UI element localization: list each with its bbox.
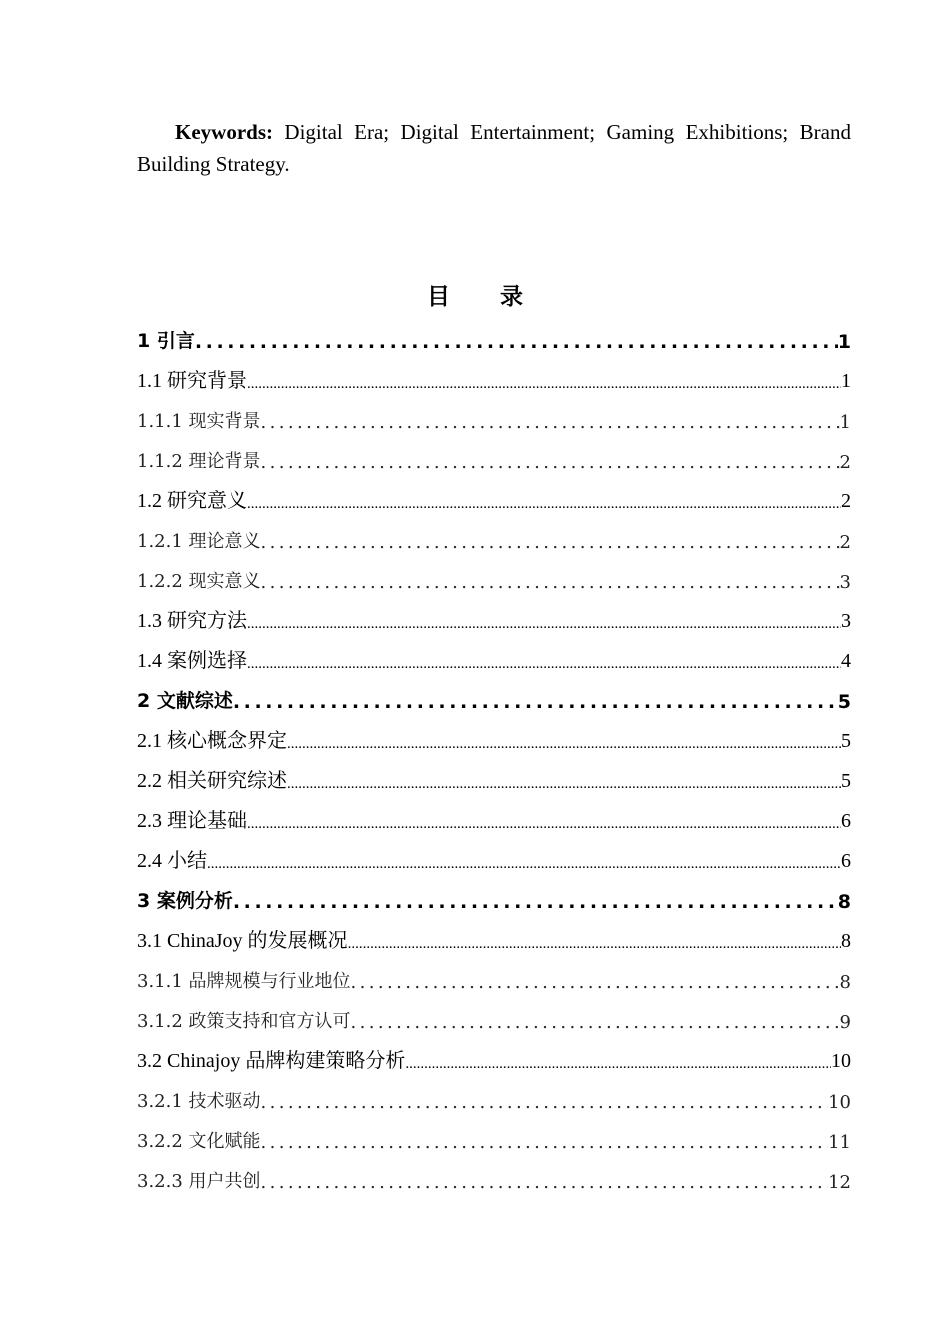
toc-entry-title: 1 引言 bbox=[137, 330, 195, 352]
toc-entry[interactable] bbox=[137, 718, 851, 758]
toc-entry-page: 4 bbox=[841, 650, 851, 672]
toc-entry-page: 10 bbox=[831, 1050, 851, 1072]
toc-dot-leader bbox=[247, 816, 841, 833]
toc-entry-page: 1 bbox=[837, 331, 851, 353]
toc-entry-title: 1.2.1 理论意义 bbox=[137, 531, 261, 552]
toc-entry-page: 9 bbox=[839, 1012, 851, 1033]
toc-title bbox=[0, 278, 950, 311]
toc-title-right: 录 bbox=[500, 283, 523, 310]
toc-dot-leader bbox=[207, 856, 841, 873]
toc-entry-page: 3 bbox=[839, 572, 851, 593]
toc-entry[interactable] bbox=[137, 878, 851, 918]
toc-entry-title: 3.2.3 用户共创 bbox=[137, 1171, 261, 1192]
toc-entry-title: 1.1.1 现实背景 bbox=[137, 411, 261, 432]
toc-dot-leader bbox=[351, 1012, 840, 1033]
toc-entry-title: 3 案例分析 bbox=[137, 890, 233, 912]
toc-entry-page: 12 bbox=[828, 1172, 851, 1193]
toc-entry-page: 2 bbox=[839, 452, 851, 473]
toc-dot-leader bbox=[287, 776, 841, 793]
toc-dot-leader bbox=[247, 656, 841, 673]
toc-entry-title: 1.2.2 现实意义 bbox=[137, 571, 261, 592]
toc-entry-page: 5 bbox=[841, 770, 851, 792]
toc-entry[interactable] bbox=[137, 798, 851, 838]
toc-dot-leader bbox=[233, 691, 838, 713]
toc-entry-title: 3.1.2 政策支持和官方认可 bbox=[137, 1011, 351, 1032]
toc-dot-leader bbox=[261, 1172, 829, 1193]
toc-entry-title: 3.2.2 文化赋能 bbox=[137, 1131, 261, 1152]
toc-dot-leader bbox=[351, 972, 840, 993]
toc-entry-title: 2.3 理论基础 bbox=[137, 810, 247, 832]
toc-entry-title: 3.2.1 技术驱动 bbox=[137, 1091, 261, 1112]
toc-dot-leader bbox=[261, 572, 840, 593]
toc-entry-page: 6 bbox=[841, 810, 851, 832]
toc-entry[interactable] bbox=[137, 958, 851, 998]
toc-dot-leader bbox=[287, 736, 841, 753]
toc-entry[interactable] bbox=[137, 438, 851, 478]
toc-entry-page: 11 bbox=[828, 1132, 851, 1153]
keywords-text: Digital Era; Digital Entertainment; Gaming Exhibitions; Brand Building Strategy. bbox=[137, 120, 851, 176]
toc-entry[interactable] bbox=[137, 558, 851, 598]
toc-entry[interactable] bbox=[137, 638, 851, 678]
toc-entry[interactable] bbox=[137, 998, 851, 1038]
toc-dot-leader bbox=[195, 331, 838, 353]
toc-entry[interactable] bbox=[137, 518, 851, 558]
toc-entry[interactable] bbox=[137, 838, 851, 878]
toc-title-left: 目 bbox=[427, 283, 450, 310]
toc-entry[interactable] bbox=[137, 358, 851, 398]
toc-entry[interactable] bbox=[137, 1038, 851, 1078]
toc-entry[interactable] bbox=[137, 678, 851, 718]
toc-entry-page: 3 bbox=[841, 610, 851, 632]
toc-dot-leader bbox=[247, 376, 841, 393]
toc-entry-page: 8 bbox=[841, 930, 851, 952]
toc-entry-page: 2 bbox=[839, 532, 851, 553]
toc-entry-title: 1.1 研究背景 bbox=[137, 370, 247, 392]
toc-entry-title: 1.1.2 理论背景 bbox=[137, 451, 261, 472]
toc-dot-leader bbox=[261, 1132, 829, 1153]
toc-entry[interactable] bbox=[137, 478, 851, 518]
toc-dot-leader bbox=[348, 936, 841, 953]
toc-entry[interactable] bbox=[137, 1118, 851, 1158]
toc-entry-title: 1.2 研究意义 bbox=[137, 490, 247, 512]
keywords-label: Keywords: bbox=[175, 120, 273, 144]
toc-entry[interactable] bbox=[137, 758, 851, 798]
toc-entry-page: 2 bbox=[841, 490, 851, 512]
toc-entry-page: 6 bbox=[841, 850, 851, 872]
toc-entry[interactable] bbox=[137, 1158, 851, 1198]
toc-entry-page: 8 bbox=[837, 891, 851, 913]
toc-entry-page: 5 bbox=[837, 691, 851, 713]
toc-entry-title: 1.3 研究方法 bbox=[137, 610, 247, 632]
toc-entry-title: 2.4 小结 bbox=[137, 850, 207, 872]
toc-entry[interactable] bbox=[137, 318, 851, 358]
toc-dot-leader bbox=[405, 1056, 831, 1073]
toc-entry-title: 3.2 Chinajoy 品牌构建策略分析 bbox=[137, 1050, 406, 1072]
table-of-contents bbox=[137, 318, 851, 1198]
toc-entry-title: 2.1 核心概念界定 bbox=[137, 730, 287, 752]
toc-dot-leader bbox=[247, 616, 841, 633]
toc-dot-leader bbox=[261, 412, 840, 433]
toc-entry-title: 1.4 案例选择 bbox=[137, 650, 247, 672]
toc-entry-page: 10 bbox=[828, 1092, 851, 1113]
toc-entry-title: 3.1.1 品牌规模与行业地位 bbox=[137, 971, 351, 992]
toc-entry[interactable] bbox=[137, 1078, 851, 1118]
toc-dot-leader bbox=[233, 891, 838, 913]
toc-entry-page: 1 bbox=[841, 370, 851, 392]
toc-entry[interactable] bbox=[137, 598, 851, 638]
toc-dot-leader bbox=[261, 1092, 829, 1113]
toc-entry[interactable] bbox=[137, 918, 851, 958]
keywords-paragraph bbox=[137, 116, 851, 180]
toc-entry-title: 3.1 ChinaJoy 的发展概况 bbox=[137, 930, 348, 952]
toc-entry-page: 1 bbox=[839, 412, 851, 433]
toc-entry[interactable] bbox=[137, 398, 851, 438]
toc-entry-title: 2 文献综述 bbox=[137, 690, 233, 712]
toc-dot-leader bbox=[261, 452, 840, 473]
toc-entry-title: 2.2 相关研究综述 bbox=[137, 770, 287, 792]
toc-entry-page: 8 bbox=[839, 972, 851, 993]
toc-entry-page: 5 bbox=[841, 730, 851, 752]
toc-dot-leader bbox=[261, 532, 840, 553]
toc-dot-leader bbox=[247, 496, 841, 513]
